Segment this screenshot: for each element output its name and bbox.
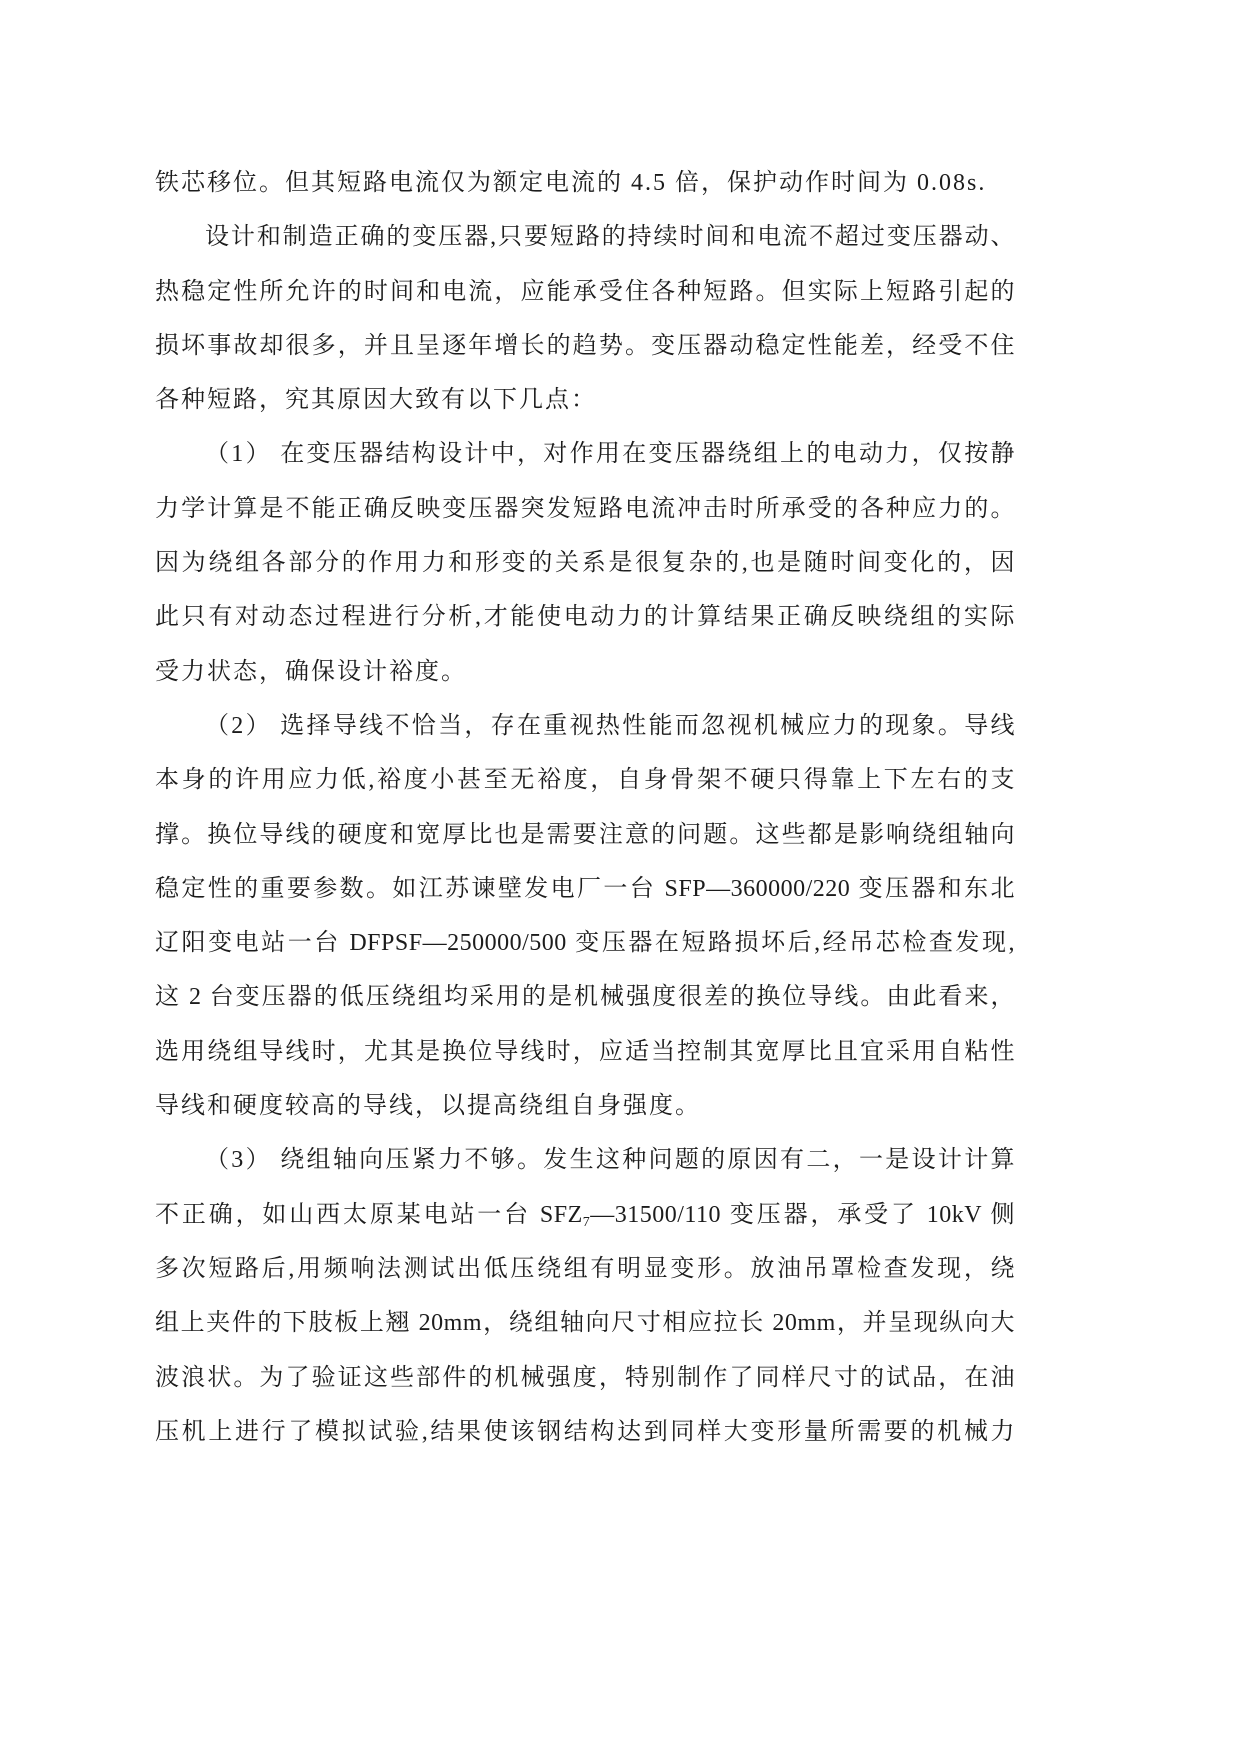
subscript-number: 7 — [582, 1214, 591, 1230]
text-line: 组上夹件的下肢板上翘 20mm，绕组轴向尺寸相应拉长 20mm，并呈现纵向大 — [155, 1310, 1015, 1337]
text-line: 此只有对动态过程进行分析,才能使电动力的计算结果正确反映绕组的实际 — [155, 604, 1015, 631]
text-segment: 不正确，如山西太原某电站一台 SFZ — [155, 1201, 583, 1228]
text-line: 辽阳变电站一台 DFPSF—250000/500 变压器在短路损坏后,经吊芯检查发现, — [155, 930, 1015, 957]
text-line: 撑。换位导线的硬度和宽厚比也是需要注意的问题。这些都是影响绕组轴向 — [155, 821, 1015, 848]
text-line: 热稳定性所允许的时间和电流，应能承受住各种短路。但实际上短路引起的 — [155, 278, 1015, 305]
text-line: （1） 在变压器结构设计中，对作用在变压器绕组上的电动力，仅按静 — [205, 441, 1015, 468]
text-line: 多次短路后,用频响法测试出低压绕组有明显变形。放油吊罩检查发现，绕 — [155, 1255, 1015, 1282]
text-line: 波浪状。为了验证这些部件的机械强度，特别制作了同样尺寸的试品，在油 — [155, 1364, 1015, 1391]
text-line: （3） 绕组轴向压紧力不够。发生这种问题的原因有二，一是设计计算 — [205, 1147, 1015, 1174]
text-line: 铁芯移位。但其短路电流仅为额定电流的 4.5 倍，保护动作时间为 0.08s. — [155, 170, 987, 196]
text-line: 力学计算是不能正确反映变压器突发短路电流冲击时所承受的各种应力的。 — [155, 495, 1015, 522]
document-page — [155, 156, 1015, 1459]
text-line: 稳定性的重要参数。如江苏谏壁发电厂一台 SFP—360000/220 变压器和东北 — [155, 875, 1015, 902]
text-line: 损坏事故却很多，并且呈逐年增长的趋势。变压器动稳定性能差，经受不住 — [155, 332, 1015, 359]
paragraph — [155, 427, 1015, 698]
text-line: 选用绕组导线时，尤其是换位导线时，应适当控制其宽厚比且宜采用自粘性 — [155, 1038, 1015, 1065]
paragraph — [155, 699, 1015, 1133]
text-segment: —31500/110 变压器，承受了 10kV 侧 — [590, 1201, 1015, 1228]
text-line: 压机上进行了模拟试验,结果使该钢结构达到同样大变形量所需要的机械力 — [155, 1418, 1015, 1445]
text-line — [155, 1188, 1015, 1242]
text-line: 导线和硬度较高的导线，以提高绕组自身强度。 — [155, 1093, 701, 1120]
text-line: 本身的许用应力低,裕度小甚至无裕度，自身骨架不硬只得靠上下左右的支 — [155, 767, 1015, 794]
text-line: 各种短路，究其原因大致有以下几点： — [155, 387, 597, 414]
text-line: 因为绕组各部分的作用力和形变的关系是很复杂的,也是随时间变化的，因 — [155, 550, 1015, 577]
text-line: 受力状态，确保设计裕度。 — [155, 658, 467, 685]
paragraph — [155, 156, 1015, 210]
text-line: （2） 选择导线不恰当，存在重视热性能而忽视机械应力的现象。导线 — [205, 712, 1015, 739]
text-line: 设计和制造正确的变压器,只要短路的持续时间和电流不超过变压器动、 — [205, 224, 1015, 251]
text-line: 这 2 台变压器的低压绕组均采用的是机械强度很差的换位导线。由此看来， — [155, 984, 1015, 1011]
paragraph — [155, 210, 1015, 427]
paragraph — [155, 1133, 1015, 1459]
